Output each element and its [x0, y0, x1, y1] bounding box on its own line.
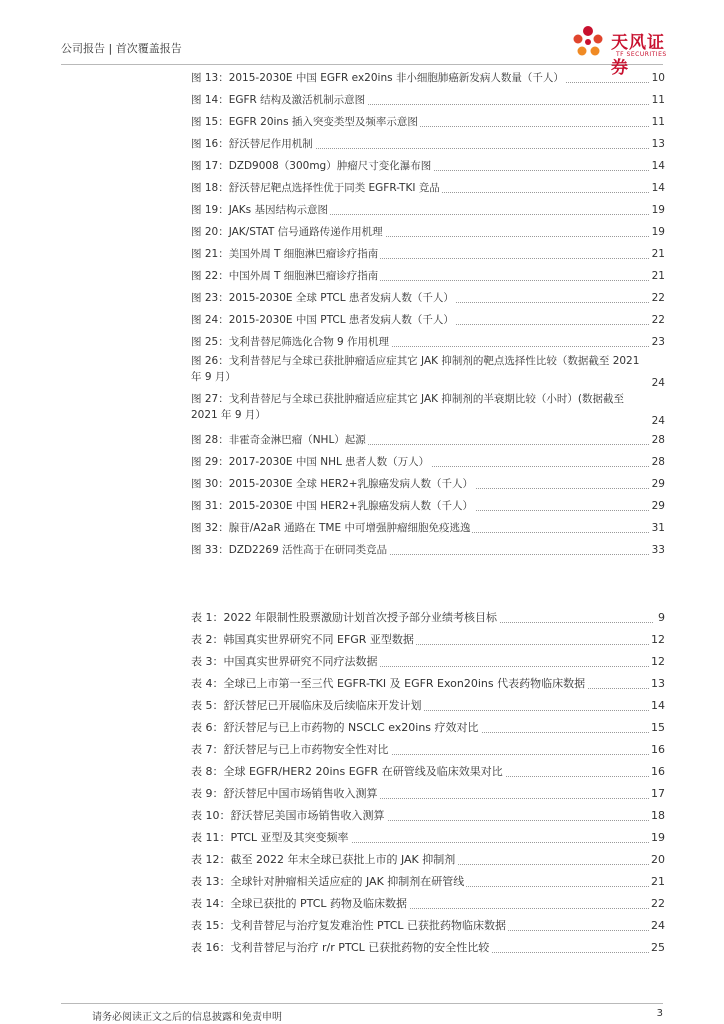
figure-toc-entry[interactable] — [191, 177, 665, 199]
toc-entry-title: 图 13：2015-2030E 中国 EGFR ex20ins 非小细胞肺癌新发病人数量（千人） — [191, 72, 564, 84]
logo-text-en: TF SECURITIES — [616, 51, 667, 58]
figure-toc-entry[interactable] — [191, 391, 665, 429]
figure-toc-entry[interactable] — [191, 429, 665, 451]
toc-entry-title: 表 7：舒沃替尼与已上市药物安全性对比 — [191, 743, 389, 756]
table-toc-entry[interactable] — [191, 783, 665, 805]
toc-entry-title: 表 5：舒沃替尼已开展临床及后续临床开发计划 — [191, 699, 422, 712]
figure-toc-entry[interactable] — [191, 89, 665, 111]
toc-entry-title: 图 19：JAKs 基因结构示意图 — [191, 204, 328, 216]
figure-toc-entry[interactable] — [191, 265, 665, 287]
toc-entry-page: 12 — [649, 629, 665, 651]
figure-toc-entry[interactable] — [191, 517, 665, 539]
toc-entry-title: 表 1：2022 年限制性股票激励计划首次授予部分业绩考核目标 — [191, 611, 497, 624]
table-toc-entry[interactable] — [191, 607, 665, 629]
figure-toc-entry[interactable] — [191, 309, 665, 331]
toc-entry-title: 表 8：全球 EGFR/HER2 20ins EGFR 在研管线及临床效果对比 — [191, 765, 503, 778]
toc-entry-title: 图 32：腺苷/A2aR 通路在 TME 中可增强肿瘤细胞免疫逃逸 — [191, 522, 471, 534]
toc-entry-title: 表 16：戈利昔替尼与治疗 r/r PTCL 已获批药物的安全性比较 — [191, 941, 490, 954]
toc-entry-title: 表 12：截至 2022 年末全球已获批上市的 JAK 抑制剂 — [191, 853, 456, 866]
footer-disclaimer: 请务必阅读正文之后的信息披露和免责申明 — [92, 1012, 282, 1023]
toc-entry-title: 表 9：舒沃替尼中国市场销售收入测算 — [191, 787, 378, 800]
figure-toc-entry[interactable] — [191, 451, 665, 473]
footer-page-number: 3 — [656, 1008, 663, 1019]
header-left: 公司报告 | 首次覆盖报告 — [61, 42, 182, 55]
figure-toc-entry[interactable] — [191, 221, 665, 243]
toc-entry-page: 29 — [650, 495, 665, 517]
table-toc-entry[interactable] — [191, 915, 665, 937]
toc-entry-page: 11 — [650, 89, 665, 111]
figure-list — [191, 67, 665, 561]
toc-entry-title: 图 26：戈利昔替尼与全球已获批肿瘤适应症其它 JAK 抑制剂的靶点选择性比较（数据截至 2021 年 9 月） — [191, 353, 665, 385]
table-toc-entry[interactable] — [191, 695, 665, 717]
toc-entry-title: 图 31：2015-2030E 中国 HER2+乳腺癌发病人数（千人） — [191, 500, 474, 512]
toc-entry-page: 24 — [649, 915, 665, 937]
toc-entry-page: 33 — [650, 539, 665, 561]
figure-toc-entry[interactable] — [191, 287, 665, 309]
toc-entry-title: 图 22：中国外周 T 细胞淋巴瘤诊疗指南 — [191, 270, 379, 282]
toc-entry-title: 图 25：戈利昔替尼筛选化合物 9 作用机理 — [191, 336, 390, 348]
figure-toc-entry[interactable] — [191, 331, 665, 353]
figure-toc-entry[interactable] — [191, 67, 665, 89]
toc-entry-title: 表 11：PTCL 亚型及其突变频率 — [191, 831, 349, 844]
toc-entry-page: 14 — [650, 177, 665, 199]
table-toc-entry[interactable] — [191, 761, 665, 783]
toc-entry-page: 11 — [650, 111, 665, 133]
table-toc-entry[interactable] — [191, 739, 665, 761]
toc-entry-page: 18 — [649, 805, 665, 827]
toc-entry-page: 14 — [650, 155, 665, 177]
toc-entry-page: 22 — [649, 893, 665, 915]
table-toc-entry[interactable] — [191, 937, 665, 959]
toc-entry-page: 13 — [649, 673, 665, 695]
figure-toc-entry[interactable] — [191, 155, 665, 177]
toc-entry-title: 图 23：2015-2030E 全球 PTCL 患者发病人数（千人） — [191, 292, 454, 304]
toc-entry-page: 23 — [650, 331, 665, 353]
table-toc-entry[interactable] — [191, 827, 665, 849]
toc-entry-title: 图 14：EGFR 结构及激活机制示意图 — [191, 94, 366, 106]
toc-entry-title: 图 29：2017-2030E 中国 NHL 患者人数（万人） — [191, 456, 430, 468]
toc-entry-page: 22 — [650, 309, 665, 331]
toc-entry-page: 21 — [650, 265, 665, 287]
toc-entry-page: 31 — [650, 517, 665, 539]
toc-entry-page: 29 — [650, 473, 665, 495]
toc-entry-page: 12 — [649, 651, 665, 673]
toc-entry-page: 19 — [650, 199, 665, 221]
toc-entry-title: 表 6：舒沃替尼与已上市药物的 NSCLC ex20ins 疗效对比 — [191, 721, 479, 734]
toc-entry-title: 图 21：美国外周 T 细胞淋巴瘤诊疗指南 — [191, 248, 379, 260]
toc-entry-title: 表 2：韩国真实世界研究不同 EFGR 亚型数据 — [191, 633, 414, 646]
toc-entry-title: 图 24：2015-2030E 中国 PTCL 患者发病人数（千人） — [191, 314, 454, 326]
figure-toc-entry[interactable] — [191, 495, 665, 517]
toc-entry-title: 图 18：舒沃替尼靶点选择性优于同类 EGFR-TKI 竞品 — [191, 182, 440, 194]
table-toc-entry[interactable] — [191, 893, 665, 915]
footer-rule — [61, 1003, 663, 1004]
table-toc-entry[interactable] — [191, 871, 665, 893]
toc-entry-page: 24 — [651, 415, 665, 427]
table-toc-entry[interactable] — [191, 717, 665, 739]
toc-entry-title: 图 17：DZD9008（300mg）肿瘤尺寸变化瀑布图 — [191, 160, 432, 172]
figure-toc-entry[interactable] — [191, 243, 665, 265]
toc-entry-page: 16 — [649, 739, 665, 761]
toc-entry-title: 表 3：中国真实世界研究不同疗法数据 — [191, 655, 378, 668]
toc-entry-title: 图 27：戈利昔替尼与全球已获批肿瘤适应症其它 JAK 抑制剂的半衰期比较（小时）(数据截至 2021 年 9 月） — [191, 391, 665, 423]
figure-toc-entry[interactable] — [191, 133, 665, 155]
figure-toc-entry[interactable] — [191, 353, 665, 391]
toc-entry-title: 表 15：戈利昔替尼与治疗复发难治性 PTCL 已获批药物临床数据 — [191, 919, 507, 932]
toc-entry-title: 表 4：全球已上市第一至三代 EGFR-TKI 及 EGFR Exon20ins 代表药物临床数据 — [191, 677, 586, 690]
figure-toc-entry[interactable] — [191, 539, 665, 561]
toc-entry-page: 24 — [651, 377, 665, 389]
toc-entry-title: 表 14：全球已获批的 PTCL 药物及临床数据 — [191, 897, 408, 910]
toc-entry-page: 21 — [649, 871, 665, 893]
figure-toc-entry[interactable] — [191, 199, 665, 221]
toc-entry-title: 图 33：DZD2269 活性高于在研同类竞品 — [191, 544, 388, 556]
toc-entry-page: 9 — [656, 607, 665, 629]
table-toc-entry[interactable] — [191, 651, 665, 673]
toc-entry-page: 14 — [649, 695, 665, 717]
toc-entry-title: 表 10：舒沃替尼美国市场销售收入测算 — [191, 809, 385, 822]
table-toc-entry[interactable] — [191, 849, 665, 871]
toc-entry-page: 13 — [650, 133, 665, 155]
toc-entry-title: 图 28：非霍奇金淋巴瘤（NHL）起源 — [191, 434, 366, 446]
toc-entry-page: 21 — [650, 243, 665, 265]
logo-text-cn: 天风证券 — [611, 33, 665, 78]
table-toc-entry[interactable] — [191, 805, 665, 827]
toc-entry-page: 19 — [649, 827, 665, 849]
figure-toc-entry[interactable] — [191, 473, 665, 495]
figure-toc-entry[interactable] — [191, 111, 665, 133]
table-toc-entry[interactable] — [191, 673, 665, 695]
toc-entry-page: 17 — [649, 783, 665, 805]
toc-entry-title: 图 20：JAK/STAT 信号通路传递作用机理 — [191, 226, 383, 238]
toc-entry-page: 19 — [650, 221, 665, 243]
toc-entry-page: 10 — [650, 67, 665, 89]
toc-entry-page: 28 — [650, 429, 665, 451]
table-list — [191, 607, 665, 959]
toc-entry-title: 表 13：全球针对肿瘤相关适应症的 JAK 抑制剂在研管线 — [191, 875, 465, 888]
toc-entry-page: 28 — [650, 451, 665, 473]
toc-entry-page: 25 — [649, 937, 665, 959]
toc-entry-title: 图 30：2015-2030E 全球 HER2+乳腺癌发病人数（千人） — [191, 478, 474, 490]
toc-entry-page: 20 — [649, 849, 665, 871]
toc-entry-title: 图 16：舒沃替尼作用机制 — [191, 138, 313, 150]
logo-petal-icon — [568, 22, 608, 62]
header-rule — [61, 64, 663, 65]
table-toc-entry[interactable] — [191, 629, 665, 651]
toc-entry-page: 16 — [649, 761, 665, 783]
toc-entry-page: 15 — [649, 717, 665, 739]
toc-entry-title: 图 15：EGFR 20ins 插入突变类型及频率示意图 — [191, 116, 418, 128]
toc-entry-page: 22 — [650, 287, 665, 309]
